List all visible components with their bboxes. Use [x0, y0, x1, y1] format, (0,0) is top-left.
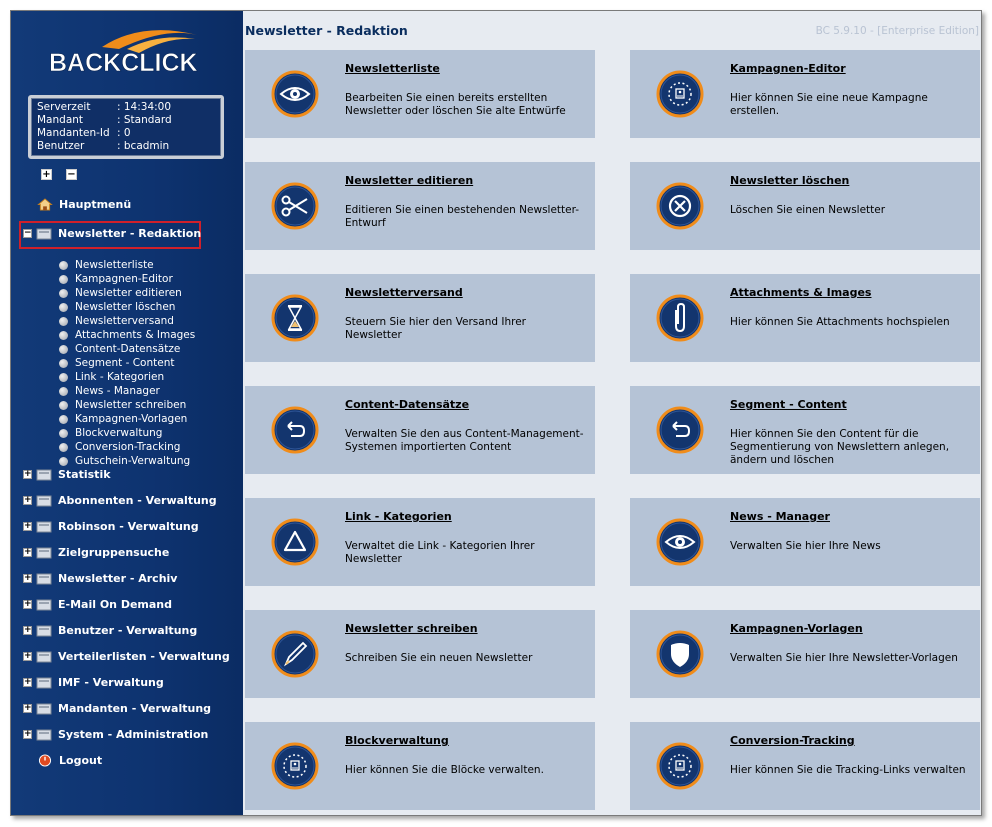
bullet-icon: [59, 331, 68, 340]
submenu-label: News - Manager: [75, 385, 160, 397]
nav-group-label: Mandanten - Verwaltung: [58, 701, 212, 715]
submenu-item[interactable]: [59, 398, 186, 412]
bullet-icon: [59, 373, 68, 382]
submenu-label: Segment - Content: [75, 357, 175, 369]
collapse-icon[interactable]: −: [24, 227, 32, 238]
submenu-label: Newsletter löschen: [75, 301, 176, 313]
nav-group[interactable]: [23, 542, 169, 562]
folder-icon: [36, 624, 52, 637]
expand-icon[interactable]: +: [24, 676, 32, 687]
nav-home-label: Hauptmenü: [59, 197, 132, 211]
submenu-label: Gutschein-Verwaltung: [75, 455, 191, 467]
tile-title-link[interactable]: Newsletter editieren: [345, 174, 474, 187]
expand-icon[interactable]: +: [24, 546, 32, 557]
nav-group[interactable]: [23, 594, 172, 614]
bullet-icon: [59, 429, 68, 438]
expand-icon[interactable]: +: [24, 520, 32, 531]
nav-logout-label: Logout: [59, 753, 103, 767]
info-row: [37, 140, 215, 153]
expand-icon[interactable]: +: [24, 468, 32, 479]
sidebar: [11, 11, 243, 816]
nav-group[interactable]: [23, 724, 208, 744]
expand-icon[interactable]: +: [24, 598, 32, 609]
nav-group-label: IMF - Verwaltung: [58, 675, 164, 689]
folder-icon: [36, 520, 52, 533]
feature-tile[interactable]: [245, 386, 595, 474]
feature-tile[interactable]: [630, 50, 980, 138]
submenu-label: Attachments & Images: [75, 329, 196, 341]
tile-title-link[interactable]: Conversion-Tracking: [730, 734, 855, 747]
feature-tile[interactable]: [245, 162, 595, 250]
tile-title-link[interactable]: Attachments & Images: [730, 286, 872, 299]
tile-title-link[interactable]: Newsletter löschen: [730, 174, 850, 187]
nav-group[interactable]: [23, 516, 199, 536]
expand-icon[interactable]: +: [24, 728, 32, 739]
page-title: Newsletter - Redaktion: [245, 23, 408, 38]
brand-text: BACKCLICK: [49, 49, 198, 77]
tile-title-link[interactable]: News - Manager: [730, 510, 830, 523]
expand-icon[interactable]: +: [24, 624, 32, 635]
submenu-label: Newsletter editieren: [75, 287, 182, 299]
logout-icon: [37, 754, 53, 767]
tile-description: Bearbeiten Sie einen bereits erstellten Newsletter oder löschen Sie alte Entwürfe: [345, 92, 566, 117]
info-label: Mandant: [37, 114, 84, 126]
submenu-label: Kampagnen-Editor: [75, 273, 173, 285]
feature-tile[interactable]: [630, 610, 980, 698]
feature-tile[interactable]: [630, 722, 980, 810]
tile-description: Hier können Sie eine neue Kampagne erstellen.: [730, 92, 928, 117]
tile-title-link[interactable]: Segment - Content: [730, 398, 847, 411]
submenu-item[interactable]: [59, 328, 195, 342]
nav-newsletter-redaktion[interactable]: [23, 223, 201, 243]
tile-description: Editieren Sie einen bestehenden Newsletter-Entwurf: [345, 204, 580, 229]
folder-icon: [36, 494, 52, 507]
tile-description: Steuern Sie hier den Versand Ihrer Newsletter: [345, 316, 526, 341]
info-row: [37, 114, 215, 127]
expand-all-button[interactable]: +: [42, 169, 51, 180]
tile-title-link[interactable]: Newsletterversand: [345, 286, 463, 299]
submenu-item[interactable]: [59, 286, 182, 300]
feature-tile[interactable]: [630, 498, 980, 586]
tile-title-link[interactable]: Blockverwaltung: [345, 734, 449, 747]
submenu-item[interactable]: [59, 300, 175, 314]
nav-group-label: Benutzer - Verwaltung: [58, 623, 198, 637]
tile-description: Hier können Sie die Blöcke verwalten.: [345, 764, 544, 776]
feature-tile[interactable]: [245, 498, 595, 586]
expand-icon[interactable]: +: [24, 702, 32, 713]
bullet-icon: [59, 289, 68, 298]
info-value: : bcadmin: [117, 140, 170, 152]
delete-icon[interactable]: [656, 182, 704, 230]
feature-tile[interactable]: [630, 162, 980, 250]
nav-group-label: E-Mail On Demand: [58, 597, 173, 611]
bullet-icon: [59, 345, 68, 354]
submenu-item[interactable]: [59, 412, 187, 426]
folder-icon: [36, 676, 52, 689]
nav-group[interactable]: [23, 464, 111, 484]
folder-open-icon: [36, 227, 52, 240]
tile-title-link[interactable]: Kampagnen-Vorlagen: [730, 622, 863, 635]
nav-group[interactable]: [23, 568, 177, 588]
info-row: [37, 101, 215, 114]
folder-icon: [36, 728, 52, 741]
nav-group-label: Newsletter - Archiv: [58, 571, 178, 585]
scissors-icon[interactable]: [271, 182, 319, 230]
nav-group-label: Statistik: [58, 467, 111, 481]
feature-tile[interactable]: [630, 386, 980, 474]
nav-group-label: Robinson - Verwaltung: [58, 519, 199, 533]
nav-active-label: Newsletter - Redaktion: [58, 226, 202, 240]
folder-icon: [36, 702, 52, 715]
nav-logout[interactable]: [37, 750, 102, 770]
bullet-icon: [59, 303, 68, 312]
submenu-label: Link - Kategorien: [75, 371, 165, 383]
version-label: BC 5.9.10 - [Enterprise Edition]: [815, 25, 979, 37]
bullet-icon: [59, 275, 68, 284]
submenu-label: Newsletterversand: [75, 315, 174, 327]
nav-group[interactable]: [23, 672, 164, 692]
folder-icon: [36, 546, 52, 559]
campaign-icon[interactable]: [656, 70, 704, 118]
hourglass-icon[interactable]: [271, 294, 319, 342]
bullet-icon: [59, 401, 68, 410]
folder-icon: [36, 468, 52, 481]
expand-icon[interactable]: +: [24, 650, 32, 661]
info-label: Serverzeit: [37, 101, 91, 113]
submenu-item[interactable]: [59, 314, 174, 328]
tile-description: Verwalten Sie den aus Content-Management-Systemen importierten Content: [345, 428, 584, 453]
tree-controls: [41, 169, 77, 180]
home-icon: [37, 198, 53, 211]
submenu-label: Kampagnen-Vorlagen: [75, 413, 188, 425]
bullet-icon: [59, 261, 68, 270]
tile-description: Hier können Sie Attachments hochspielen: [730, 316, 950, 328]
submenu-item[interactable]: [59, 356, 174, 370]
submenu-label: Newsletter schreiben: [75, 399, 187, 411]
folder-icon: [36, 598, 52, 611]
tile-title-link[interactable]: Newsletter schreiben: [345, 622, 478, 635]
info-label: Mandanten-Id: [37, 127, 110, 139]
expand-icon[interactable]: +: [24, 494, 32, 505]
eye-icon[interactable]: [656, 518, 704, 566]
submenu-item[interactable]: [59, 342, 180, 356]
undo-icon[interactable]: [271, 406, 319, 454]
tile-description: Hier können Sie die Tracking-Links verwalten: [730, 764, 966, 776]
expand-icon[interactable]: +: [24, 572, 32, 583]
submenu-item[interactable]: [59, 384, 160, 398]
nav-group[interactable]: [23, 698, 211, 718]
campaign-icon[interactable]: [656, 742, 704, 790]
submenu-item[interactable]: [59, 272, 173, 286]
feature-tile[interactable]: [245, 50, 595, 138]
folder-icon: [36, 650, 52, 663]
main-content: [243, 11, 982, 816]
nav-home[interactable]: [37, 194, 131, 214]
app-window: [10, 10, 982, 816]
info-row: [37, 127, 215, 140]
tile-description: Verwaltet die Link - Kategorien Ihrer Newsletter: [345, 540, 535, 565]
tile-title-link[interactable]: Kampagnen-Editor: [730, 62, 846, 75]
nav-group-label: Zielgruppensuche: [58, 545, 170, 559]
nav-group-label: Verteilerlisten - Verwaltung: [58, 649, 230, 663]
tile-title-link[interactable]: Newsletterliste: [345, 62, 440, 75]
tile-description: Hier können Sie den Content für die Segmentierung von Newslettern anlegen, ändern und löschen: [730, 428, 950, 466]
pen-icon[interactable]: [271, 630, 319, 678]
folder-icon: [36, 572, 52, 585]
info-value: : 14:34:00: [117, 101, 172, 113]
collapse-all-button[interactable]: −: [67, 169, 76, 180]
submenu-item[interactable]: [59, 440, 180, 454]
submenu-item[interactable]: [59, 258, 154, 272]
nav-group[interactable]: [23, 620, 197, 640]
info-value: : 0: [117, 127, 131, 139]
nav-group[interactable]: [23, 490, 217, 510]
tile-title-link[interactable]: Link - Kategorien: [345, 510, 452, 523]
tile-description: Verwalten Sie hier Ihre News: [730, 540, 881, 552]
nav-group-label: System - Administration: [58, 727, 209, 741]
nav-group-label: Abonnenten - Verwaltung: [58, 493, 217, 507]
feature-tile[interactable]: [245, 274, 595, 362]
submenu-label: Newsletterliste: [75, 259, 154, 271]
bullet-icon: [59, 317, 68, 326]
tile-description: Löschen Sie einen Newsletter: [730, 204, 886, 216]
shield-icon[interactable]: [656, 630, 704, 678]
info-value: : Standard: [117, 114, 172, 126]
info-label: Benutzer: [37, 140, 85, 152]
nav-group[interactable]: [23, 646, 230, 666]
bullet-icon: [59, 415, 68, 424]
tile-description: Schreiben Sie ein neuen Newsletter: [345, 652, 533, 664]
feature-tile[interactable]: [630, 274, 980, 362]
eye-icon[interactable]: [271, 70, 319, 118]
submenu-label: Content-Datensätze: [75, 343, 181, 355]
submenu-label: Conversion-Tracking: [75, 441, 181, 453]
tile-title-link[interactable]: Content-Datensätze: [345, 398, 470, 411]
backclick-logo: [47, 25, 207, 85]
feature-tile[interactable]: [245, 722, 595, 810]
campaign-icon[interactable]: [271, 742, 319, 790]
undo-icon[interactable]: [656, 406, 704, 454]
session-info: [28, 95, 224, 159]
bullet-icon: [59, 359, 68, 368]
feature-tile[interactable]: [245, 610, 595, 698]
bullet-icon: [59, 443, 68, 452]
submenu-item[interactable]: [59, 370, 164, 384]
paperclip-icon[interactable]: [656, 294, 704, 342]
submenu-item[interactable]: [59, 426, 162, 440]
triangle-icon[interactable]: [271, 518, 319, 566]
bullet-icon: [59, 387, 68, 396]
submenu-label: Blockverwaltung: [75, 427, 163, 439]
tile-description: Verwalten Sie hier Ihre Newsletter-Vorlagen: [730, 652, 958, 664]
